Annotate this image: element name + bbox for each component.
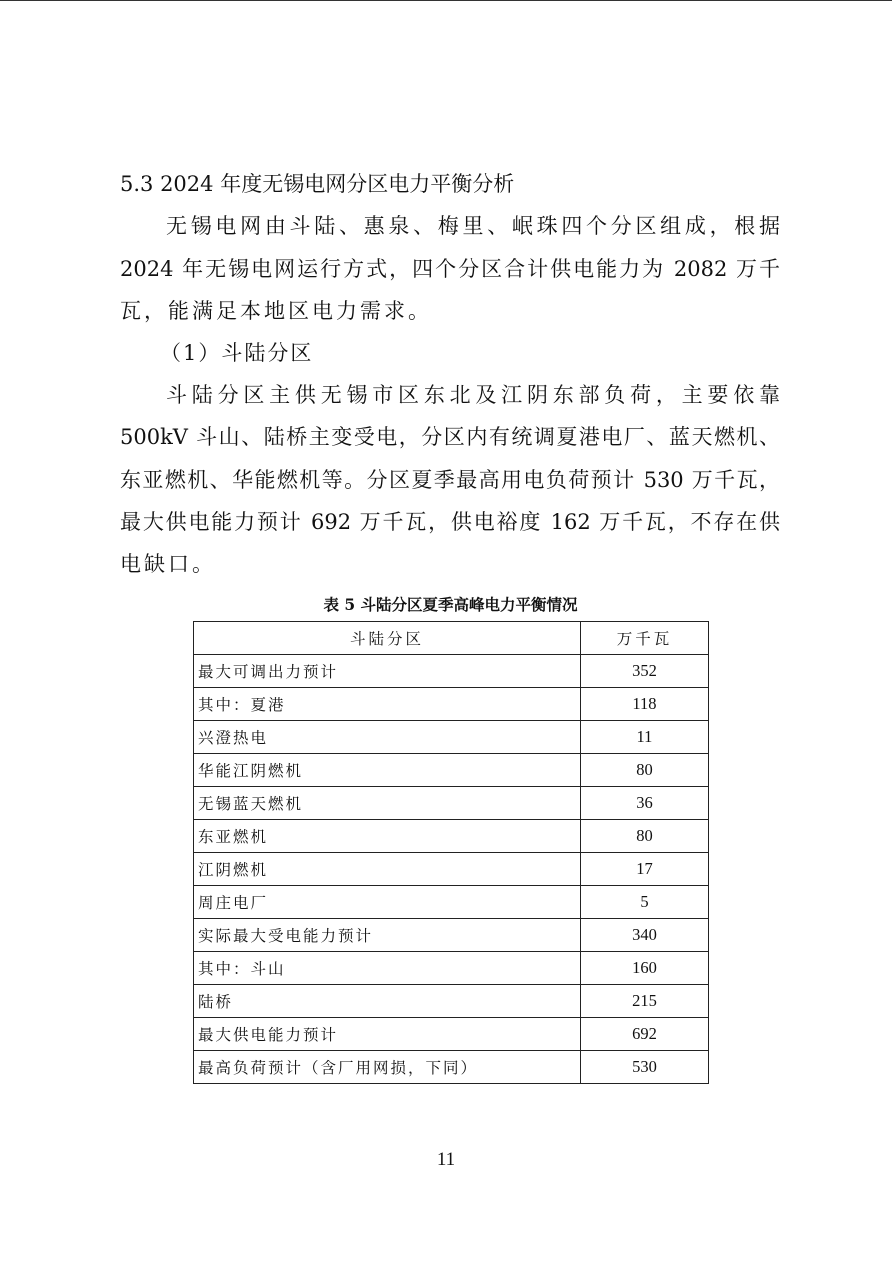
table-caption: 表 5 斗陆分区夏季高峰电力平衡情况 [323, 595, 578, 614]
table-row [194, 820, 709, 853]
table-row [194, 886, 709, 919]
table-row [194, 721, 709, 754]
paragraph-line: 2024 年无锡电网运行方式，四个分区合计供电能力为 2082 万千 [120, 257, 780, 281]
paragraph-line: 瓦，能满足本地区电力需求。 [120, 299, 432, 323]
table-row [194, 853, 709, 886]
page-number: 11 [436, 1149, 456, 1170]
row-value: 352 [581, 655, 709, 688]
row-label: 周庄电厂 [194, 886, 581, 919]
paragraph-line: 最大供电能力预计 692 万千瓦，供电裕度 162 万千瓦，不存在供 [120, 510, 780, 534]
row-value: 5 [581, 886, 709, 919]
table-row [194, 1018, 709, 1051]
row-label: 其中：斗山 [194, 952, 581, 985]
row-value: 215 [581, 985, 709, 1018]
row-label: 兴澄热电 [194, 721, 581, 754]
row-value: 80 [581, 820, 709, 853]
row-value: 36 [581, 787, 709, 820]
table-header-row [194, 622, 709, 655]
row-label: 陆桥 [194, 985, 581, 1018]
row-value: 17 [581, 853, 709, 886]
paragraph-line: 无锡电网由斗陆、惠泉、梅里、岷珠四个分区组成，根据 [166, 214, 780, 238]
table-row [194, 919, 709, 952]
table-row [194, 655, 709, 688]
paragraph-line: 电缺口。 [120, 552, 216, 576]
table-row [194, 985, 709, 1018]
subsection-heading: （1）斗陆分区 [160, 341, 314, 365]
section-heading: 5.3 2024 年度无锡电网分区电力平衡分析 [120, 172, 515, 196]
table-row [194, 952, 709, 985]
row-label: 江阴燃机 [194, 853, 581, 886]
row-label: 其中：夏港 [194, 688, 581, 721]
table-row [194, 688, 709, 721]
power-balance-table [193, 621, 709, 1084]
row-label: 华能江阴燃机 [194, 754, 581, 787]
paragraph-line: 500kV 斗山、陆桥主变受电，分区内有统调夏港电厂、蓝天燃机、 [120, 425, 780, 449]
row-label: 最大可调出力预计 [194, 655, 581, 688]
column-header-item: 斗陆分区 [194, 622, 581, 655]
row-value: 11 [581, 721, 709, 754]
row-value: 80 [581, 754, 709, 787]
table-row [194, 1051, 709, 1084]
row-label: 无锡蓝天燃机 [194, 787, 581, 820]
row-value: 118 [581, 688, 709, 721]
row-label: 最大供电能力预计 [194, 1018, 581, 1051]
row-value: 160 [581, 952, 709, 985]
row-value: 340 [581, 919, 709, 952]
table-row [194, 787, 709, 820]
paragraph-line: 东亚燃机、华能燃机等。分区夏季最高用电负荷预计 530 万千瓦， [120, 468, 780, 492]
table-row [194, 754, 709, 787]
row-value: 530 [581, 1051, 709, 1084]
paragraph-line: 斗陆分区主供无锡市区东北及江阴东部负荷，主要依靠 [166, 383, 780, 407]
row-label: 最高负荷预计（含厂用网损，下同） [194, 1051, 581, 1084]
row-label: 东亚燃机 [194, 820, 581, 853]
row-label: 实际最大受电能力预计 [194, 919, 581, 952]
column-header-unit: 万千瓦 [581, 622, 709, 655]
row-value: 692 [581, 1018, 709, 1051]
